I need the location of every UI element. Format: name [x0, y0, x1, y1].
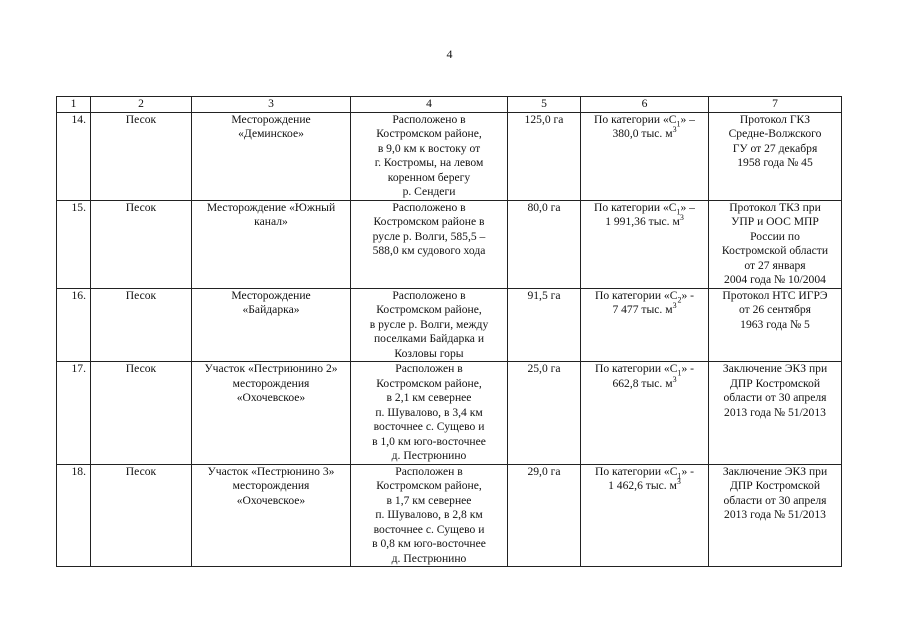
- reserves-prefix: По категории «С: [594, 288, 678, 302]
- reserves-prefix: По категории «С: [594, 464, 678, 478]
- protocol-line: ДПР Костромской: [729, 376, 821, 390]
- material-cell: Песок: [91, 362, 192, 465]
- location-cell: [351, 362, 508, 465]
- reserves-line-2: [583, 479, 706, 494]
- reserves-line-1: [583, 465, 706, 480]
- row-number: 18.: [57, 464, 91, 567]
- reserves-line-2: [583, 127, 706, 142]
- area-cell: 91,5 га: [508, 288, 581, 362]
- location-cell: [351, 200, 508, 288]
- location-line: Костромском районе,: [376, 479, 482, 492]
- reserves-amount: 1 462,6 тыс. м: [608, 479, 677, 492]
- location-line: в 1,0 км юго-восточнее: [372, 434, 486, 448]
- reserves-cell: [581, 362, 709, 465]
- table-row: [57, 112, 842, 200]
- category-subscript: 2: [677, 294, 682, 304]
- row-number: 15.: [57, 200, 91, 288]
- name-line: Участок «Пестрюнино 3»: [207, 464, 335, 478]
- row-number: 16.: [57, 288, 91, 362]
- location-line: восточнее с. Сущево и: [373, 420, 485, 433]
- reserves-cell: [581, 464, 709, 567]
- header-col-3: 3: [192, 97, 351, 113]
- location-line: д. Пестрюнино: [391, 449, 467, 462]
- category-subscript: 1: [676, 118, 681, 128]
- reserves-amount: 380,0 тыс. м: [612, 127, 673, 140]
- name-line: месторождения: [232, 479, 310, 492]
- reserves-cell: [581, 288, 709, 362]
- reserves-amount: 662,8 тыс. м: [612, 376, 673, 390]
- reserves-suffix: » -: [681, 362, 695, 375]
- reserves-suffix: » –: [680, 200, 695, 214]
- name-line: «Охочевское»: [236, 493, 306, 507]
- name-line: канал»: [254, 215, 288, 228]
- reserves-line-1: [583, 113, 706, 128]
- location-line: в 0,8 км юго-восточнее: [372, 537, 486, 550]
- protocol-line: Протокол НТС ИГРЭ: [722, 288, 828, 302]
- header-col-5: 5: [508, 97, 581, 113]
- location-line: Козловы горы: [394, 346, 464, 360]
- location-line: русле р. Волги, 585,5 –: [372, 229, 486, 243]
- location-line: д. Пестрюнино: [391, 551, 467, 565]
- table-row: [57, 200, 842, 288]
- unit-superscript: 3: [672, 374, 677, 384]
- area-cell: 125,0 га: [508, 112, 581, 200]
- header-col-7: 7: [709, 97, 842, 113]
- protocol-line: области от 30 апреля: [723, 391, 827, 404]
- location-line: коренном берегу: [387, 170, 471, 184]
- material-cell: Песок: [91, 464, 192, 567]
- reserves-line-2: [583, 374, 706, 392]
- location-line: в русле р. Волги, между: [369, 317, 489, 331]
- reserves-prefix: По категории «С: [594, 200, 677, 214]
- protocol-cell: [709, 288, 842, 362]
- reserves-suffix: » -: [681, 288, 695, 302]
- location-line: Расположен в: [395, 362, 463, 375]
- reserves-suffix: » –: [680, 112, 695, 126]
- reserves-amount: 1 991,36 тыс. м: [605, 215, 680, 228]
- location-line: Расположен в: [395, 464, 463, 478]
- protocol-line: России по: [750, 229, 800, 243]
- table-body: [57, 97, 842, 567]
- page-number: 4: [446, 47, 453, 61]
- protocol-line: УПР и ООС МПР: [731, 215, 819, 228]
- protocol-line: Средне-Волжского: [728, 127, 822, 140]
- deposit-name-cell: [192, 464, 351, 567]
- protocol-line: от 27 января: [744, 258, 806, 272]
- name-line: «Байдарка»: [242, 303, 300, 316]
- reserves-prefix: По категории «С: [594, 362, 678, 375]
- name-line: «Охочевское»: [236, 391, 306, 404]
- unit-superscript: 3: [679, 213, 684, 223]
- location-line: Костромском районе в: [373, 215, 485, 228]
- protocol-line: Заключение ЭКЗ при: [722, 362, 828, 375]
- protocol-line: области от 30 апреля: [723, 493, 827, 507]
- protocol-line: 2013 года № 51/2013: [724, 508, 826, 521]
- location-line: Костромском районе,: [376, 303, 482, 316]
- deposit-name-cell: [192, 362, 351, 465]
- location-line: Костромском районе,: [376, 376, 482, 390]
- name-line: «Деминское»: [238, 127, 304, 140]
- reserves-line-1: [583, 362, 706, 377]
- header-col-2: 2: [91, 97, 192, 113]
- deposit-name-cell: [192, 200, 351, 288]
- protocol-cell: [709, 464, 842, 567]
- deposit-name-cell: [192, 288, 351, 362]
- protocol-line: Костромской области: [721, 244, 829, 257]
- location-line: Расположено в: [392, 288, 466, 302]
- protocol-line: Протокол ТКЗ при: [729, 200, 821, 214]
- category-subscript: 1: [676, 206, 681, 216]
- location-line: в 2,1 км севернее: [386, 391, 472, 404]
- protocol-line: 2004 года № 10/2004: [724, 273, 826, 286]
- protocol-cell: [709, 200, 842, 288]
- category-subscript: 1: [677, 470, 682, 480]
- location-line: Расположено в: [392, 112, 466, 126]
- protocol-cell: [709, 112, 842, 200]
- reserves-prefix: По категории «С: [594, 112, 677, 126]
- location-line: Расположено в: [392, 200, 466, 214]
- name-line: Месторождение: [231, 288, 311, 302]
- table-row: [57, 288, 842, 362]
- row-number: 17.: [57, 362, 91, 465]
- area-cell: 80,0 га: [508, 200, 581, 288]
- table-row: [57, 464, 842, 567]
- header-col-6: 6: [581, 97, 709, 113]
- protocol-cell: [709, 362, 842, 465]
- header-col-1: 1: [57, 97, 91, 113]
- name-line: Участок «Пестриюнино 2»: [204, 362, 338, 375]
- area-cell: 25,0 га: [508, 362, 581, 465]
- protocol-line: ГУ от 27 декабря: [732, 141, 818, 155]
- table-header-row: [57, 97, 842, 113]
- deposits-table: [56, 96, 842, 567]
- header-col-4: 4: [351, 97, 508, 113]
- location-line: р. Сендеги: [402, 185, 456, 198]
- material-cell: Песок: [91, 200, 192, 288]
- location-line: Костромском районе,: [376, 127, 482, 140]
- reserves-line-1: [583, 201, 706, 216]
- unit-superscript: 3: [672, 301, 677, 311]
- reserves-suffix: » -: [681, 464, 695, 478]
- protocol-line: ДПР Костромской: [729, 479, 821, 492]
- protocol-line: Протокол ГКЗ: [739, 112, 811, 126]
- reserves-line-1: [583, 289, 706, 304]
- reserves-cell: [581, 112, 709, 200]
- reserves-amount: 7 477 тыс. м: [612, 303, 673, 316]
- reserves-cell: [581, 200, 709, 288]
- area-cell: 29,0 га: [508, 464, 581, 567]
- location-line: в 9,0 км к востоку от: [377, 141, 481, 155]
- location-line: п. Шувалово, в 2,8 км: [375, 508, 483, 521]
- location-line: восточнее с. Сущево и: [373, 522, 485, 536]
- name-line: месторождения: [232, 376, 310, 390]
- location-line: г. Костромы, на левом: [374, 156, 484, 169]
- location-cell: [351, 288, 508, 362]
- protocol-line: 2013 года № 51/2013: [724, 405, 826, 419]
- category-subscript: 1: [677, 368, 682, 378]
- reserves-line-2: [583, 303, 706, 318]
- location-line: 588,0 км судового хода: [372, 244, 486, 257]
- row-number: 14.: [57, 112, 91, 200]
- protocol-line: Заключение ЭКЗ при: [722, 464, 828, 478]
- name-line: Месторождение «Южный: [206, 200, 336, 214]
- material-cell: Песок: [91, 288, 192, 362]
- protocol-line: от 26 сентября: [738, 303, 811, 316]
- table-row: [57, 362, 842, 465]
- protocol-line: 1963 года № 5: [740, 317, 810, 331]
- name-line: Месторождение: [231, 112, 311, 126]
- location-line: п. Шувалово, в 3,4 км: [375, 405, 483, 419]
- unit-superscript: 3: [676, 477, 681, 487]
- reserves-line-2: [583, 215, 706, 230]
- protocol-line: 1958 года № 45: [737, 156, 813, 169]
- location-cell: [351, 112, 508, 200]
- unit-superscript: 3: [672, 125, 677, 135]
- deposit-name-cell: [192, 112, 351, 200]
- material-cell: Песок: [91, 112, 192, 200]
- location-cell: [351, 464, 508, 567]
- location-line: в 1,7 км севернее: [386, 493, 472, 507]
- location-line: поселками Байдарка и: [373, 332, 485, 345]
